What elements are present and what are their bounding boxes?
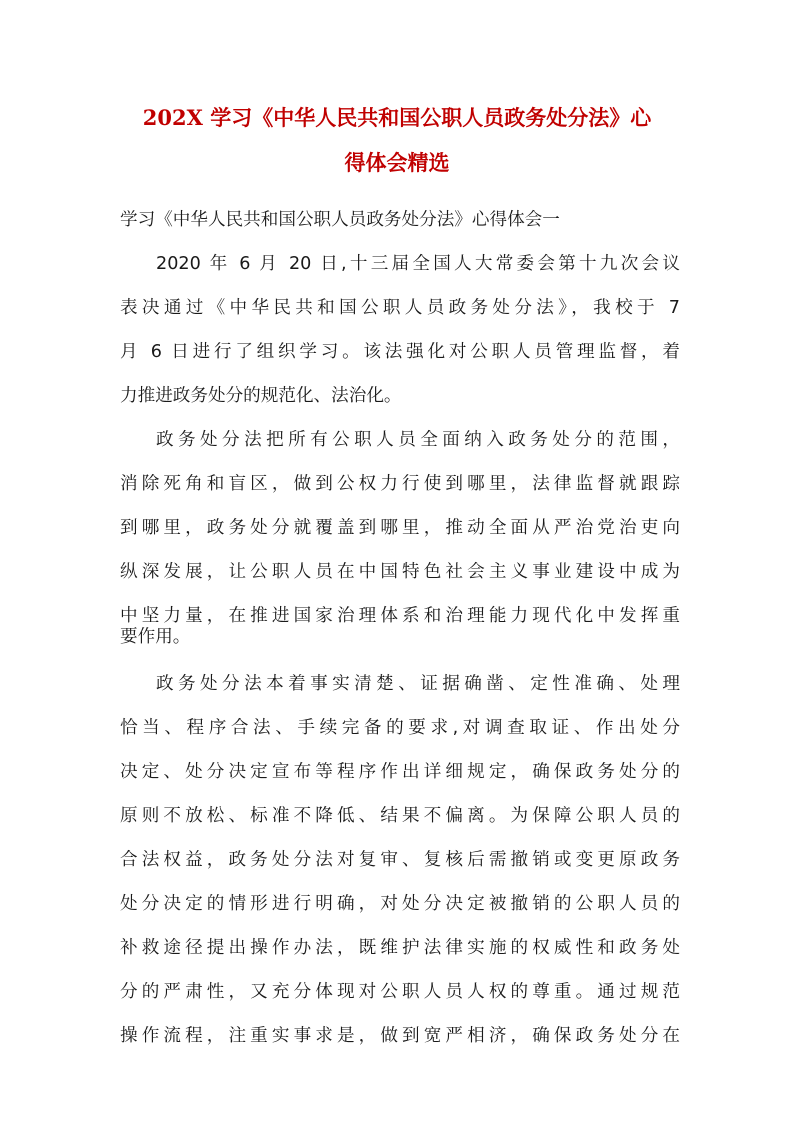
paragraph-3-line: 处分决定的情形进行明确，对处分决定被撤销的公职人员的 bbox=[120, 894, 680, 914]
paragraph-1-line: 力推进政务处分的规范化、法治化。 bbox=[120, 386, 402, 406]
paragraph-3-line: 恰当、程序合法、手续完备的要求,对调查取证、作出处分 bbox=[120, 718, 680, 738]
document-title-line-1: 202X 学习《中华人民共和国公职人员政务处分法》心 bbox=[142, 105, 652, 130]
paragraph-2-line: 到哪里，政务处分就覆盖到哪里，推动全面从严治党治吏向 bbox=[120, 518, 680, 538]
paragraph-1-line: 月 6 日进行了组织学习。该法强化对公职人员管理监督，着 bbox=[120, 342, 680, 362]
paragraph-2-line: 中坚力量，在推进国家治理体系和治理能力现代化中发挥重 bbox=[120, 606, 680, 626]
paragraph-3-line: 补救途径提出操作办法，既维护法律实施的权威性和政务处 bbox=[120, 938, 680, 958]
paragraph-2-line: 要作用。 bbox=[120, 627, 191, 647]
paragraph-2-line: 消除死角和盲区，做到公权力行使到哪里，法律监督就跟踪 bbox=[120, 474, 680, 494]
paragraph-3-line: 政务处分法本着事实清楚、证据确凿、定性准确、处理 bbox=[156, 674, 680, 694]
document-title-line-2: 得体会精选 bbox=[344, 150, 450, 175]
section-heading: 学习《中华人民共和国公职人员政务处分法》心得体会一 bbox=[120, 210, 560, 230]
paragraph-3-line: 分的严肃性，又充分体现对公职人员人权的尊重。通过规范 bbox=[120, 982, 680, 1002]
paragraph-1-line: 2020 年 6 月 20 日,十三届全国人大常委会第十九次会议 bbox=[156, 254, 680, 274]
paragraph-3-line: 原则不放松、标准不降低、结果不偏离。为保障公职人员的 bbox=[120, 806, 680, 826]
paragraph-3-line: 操作流程，注重实事求是，做到宽严相济，确保政务处分在 bbox=[120, 1026, 680, 1046]
paragraph-2-line: 政务处分法把所有公职人员全面纳入政务处分的范围， bbox=[156, 430, 680, 450]
paragraph-2-line: 纵深发展，让公职人员在中国特色社会主义事业建设中成为 bbox=[120, 562, 680, 582]
paragraph-1-line: 表决通过《中华民共和国公职人员政务处分法》，我校于 7 bbox=[120, 298, 680, 318]
paragraph-3-line: 合法权益，政务处分法对复审、复核后需撤销或变更原政务 bbox=[120, 850, 680, 870]
paragraph-3-line: 决定、处分决定宣布等程序作出详细规定，确保政务处分的 bbox=[120, 762, 680, 782]
